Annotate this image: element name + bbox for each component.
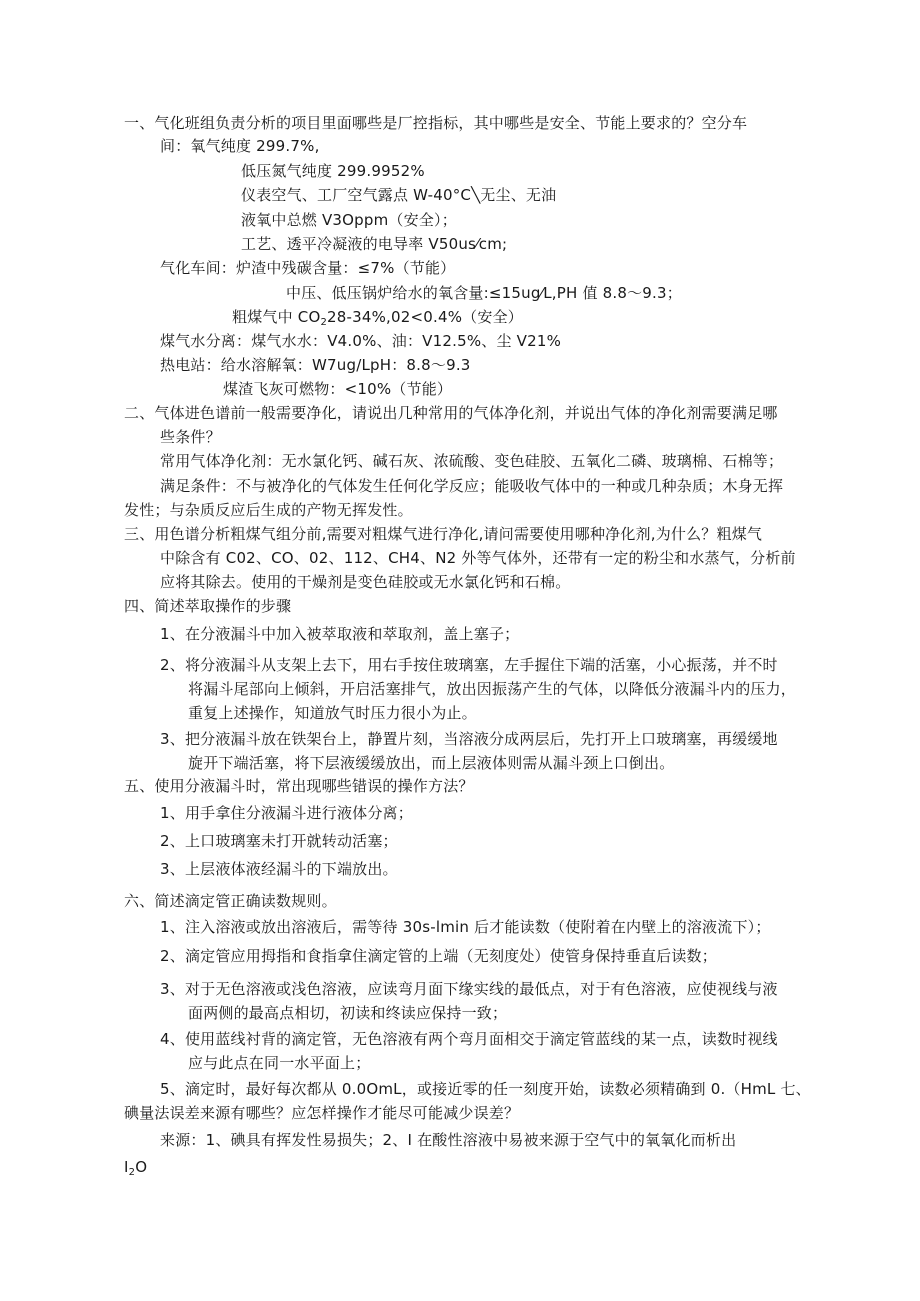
q4-step1: 1、在分液漏斗中加入被萃取液和萃取剂，盖上塞子； bbox=[160, 625, 520, 643]
q3-answer-line1: 中除含有 C02、CO、02、112、CH4、N2 外等气体外，还带有一定的粉尘和水蒸气，分析前 bbox=[160, 549, 796, 567]
q2-answer-line3: 发性；与杂质反应后生成的产物无挥发性。 bbox=[124, 501, 413, 519]
q4-step2-line3: 重复上述操作，知道放气时压力很小为止。 bbox=[188, 704, 477, 722]
q7-answer-fragment: $I_2O$ bbox=[124, 1158, 148, 1178]
q6-rule4-line2: 应与此点在同一水平面上； bbox=[188, 1054, 371, 1072]
q4-step2-line2: 将漏斗尾部向上倾斜，开启活塞排气，放出因振荡产生的气体，以降低分液漏斗内的压力， bbox=[188, 680, 797, 698]
q6-rule5-line: 5、滴定时，最好每次都从 0.0OmL，或接近零的任一刻度开始，读数必须精确到 0.（HmL 七、 bbox=[160, 1080, 811, 1098]
q4-step2-line1: 2、将分液漏斗从支架上去下，用右手按住玻璃塞，左手握住下端的活塞，小心振荡，并不时 bbox=[160, 656, 778, 674]
q6-rule3-line1: 3、对于无色溶液或浅色溶液，应读弯月面下缘实线的最低点，对于有色溶液，应使视线与液 bbox=[160, 980, 778, 998]
q4-step3-line2: 旋开下端活塞，将下层液缓缓放出，而上层液体则需从漏斗颈上口倒出。 bbox=[188, 754, 675, 772]
q5-heading: 五、使用分液漏斗时，常出现哪些错误的操作方法？ bbox=[124, 777, 474, 795]
q4-step3-line1: 3、把分液漏斗放在铁架台上，静置片刻，当溶液分成两层后，先打开上口玻璃塞，再缓缓地 bbox=[160, 730, 778, 748]
q1-heading-line1: 一、气化班组负责分析的项目里面哪些是厂控指标，其中哪些是安全、节能上要求的？空分车 bbox=[124, 114, 748, 132]
q1-item-nitrogen: 低压氮气纯度 299.9952% bbox=[241, 162, 425, 180]
q7-heading: 碘量法误差来源有哪些？应怎样操作才能尽可能减少误差？ bbox=[124, 1104, 520, 1122]
q1-fly-ash-line: 煤渣飞灰可燃物：<10%（节能） bbox=[223, 380, 453, 398]
q1-item-conductivity: 工艺、透平冷凝液的电导率 V50us⁄cm; bbox=[241, 235, 508, 253]
q6-rule4-line1: 4、使用蓝线衬背的滴定管，无色溶液有两个弯月面相交于滴定管蓝线的某一点，读数时视线 bbox=[160, 1030, 778, 1048]
q7-answer-line1: 来源：1、碘具有挥发性易损失；2、I 在酸性溶液中易被来源于空气中的氧氧化而析出 bbox=[160, 1131, 737, 1149]
q1-heading-line2: 间：氧气纯度 299.7%, bbox=[160, 137, 320, 155]
q1-item-liquid-oxygen: 液氧中总燃 V3Oppm（安全）； bbox=[241, 211, 457, 229]
q2-heading-line2: 些条件？ bbox=[160, 428, 221, 446]
q6-heading: 六、简述滴定管正确读数规则。 bbox=[124, 892, 337, 910]
q5-item3: 3、上层液体液经漏斗的下端放出。 bbox=[160, 860, 398, 878]
q3-heading-line1: 三、用色谱分析粗煤气组分前,需要对粗煤气进行净化,请问需要使用哪种净化剂,为什么？粗煤气 bbox=[124, 525, 763, 543]
q4-heading: 四、简述萃取操作的步骤 bbox=[124, 597, 292, 615]
q6-rule1: 1、注入溶液或放出溶液后，需等待 30s-lmin 后才能读数（使附着在内壁上的溶液流下）； bbox=[160, 918, 771, 936]
q1-gasification-line: 气化车间：炉渣中残碳含量：≤7%（节能） bbox=[160, 259, 456, 277]
q1-boiler-water-line: 中压、低压锅炉给水的氧含量:≤15ug⁄L,PH 值 8.8～9.3； bbox=[286, 284, 682, 302]
q1-gas-water-line: 煤气水分离：煤气水水：V4.0%、油：V12.5%、尘 V21% bbox=[160, 332, 562, 350]
q5-item1: 1、用手拿住分液漏斗进行液体分离； bbox=[160, 804, 413, 822]
q1-item-dewpoint: 仪表空气、工厂空气露点 W-40°C╲无尘、无油 bbox=[241, 186, 557, 204]
q6-rule3-line2: 面两侧的最高点相切，初读和终读应保持一致； bbox=[188, 1004, 508, 1022]
q2-heading-line1: 二、气体进色谱前一般需要净化，请说出几种常用的气体净化剂，并说出气体的净化剂需要满足哪 bbox=[124, 404, 778, 422]
q5-item2: 2、上口玻璃塞未打开就转动活塞； bbox=[160, 832, 398, 850]
q2-answer-line2: 满足条件：不与被净化的气体发生任何化学反应；能吸收气体中的一种或几种杂质；木身无挥 bbox=[160, 477, 784, 495]
q1-crude-gas-line: 粗煤气中 $CO_228-34\%,02<0.4\%$（安全） bbox=[232, 308, 523, 328]
q1-power-station-line: 热电站：给水溶解氧：W7ug/LpH：8.8～9.3 bbox=[160, 356, 471, 374]
q6-rule2: 2、滴定管应用拇指和食指拿住滴定管的上端（无刻度处）使管身保持垂直后读数； bbox=[160, 947, 717, 965]
q2-answer-line1: 常用气体净化剂：无水氯化钙、碱石灰、浓硫酸、变色硅胶、五氧化二磷、玻璃棉、石棉等； bbox=[160, 452, 784, 470]
q3-answer-line2: 应将其除去。使用的干燥剂是变色硅胶或无水氯化钙和石棉。 bbox=[160, 573, 571, 591]
